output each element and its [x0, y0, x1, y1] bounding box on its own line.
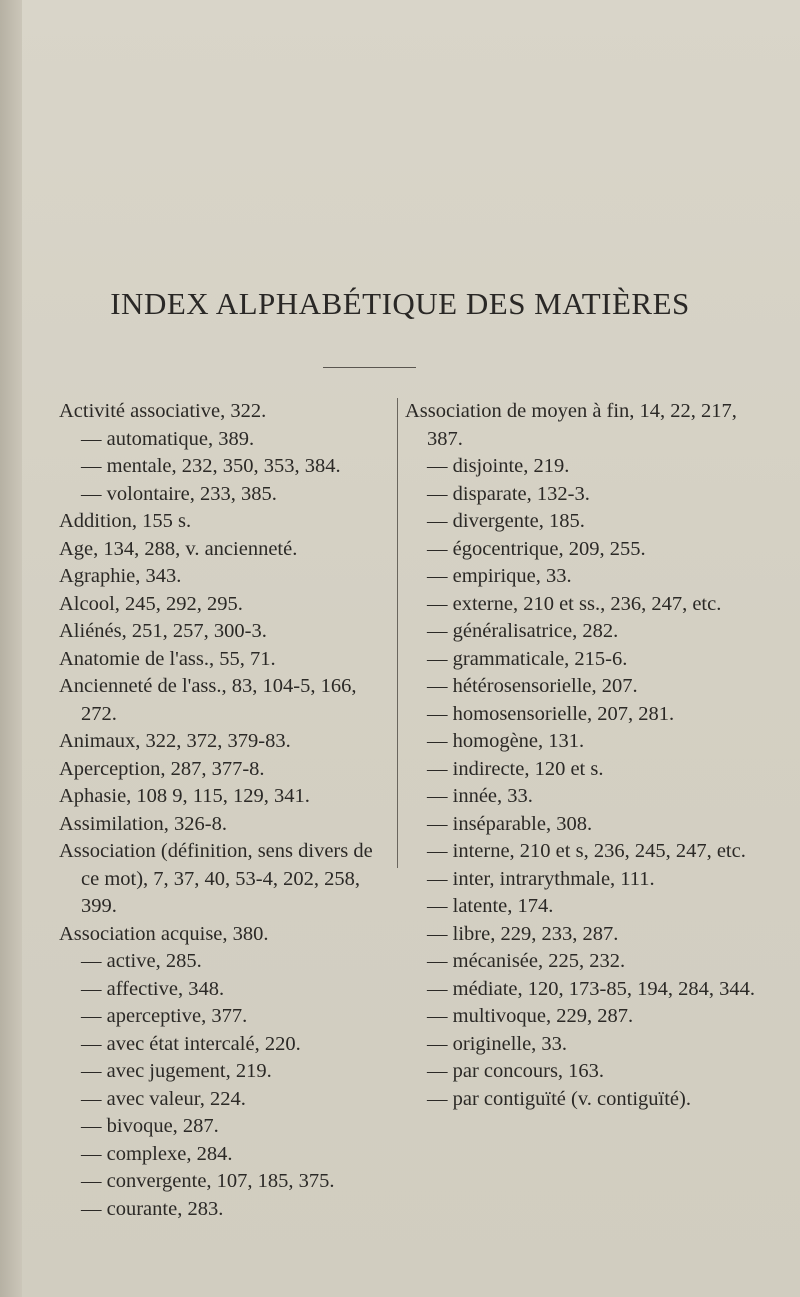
index-subentry: — mentale, 232, 350, 353, 384.: [81, 455, 341, 477]
index-subentry: — par contiguïté (v. contiguïté).: [427, 1087, 691, 1110]
index-subentry: — latente, 174.: [427, 895, 554, 917]
index-entry: Age, 134, 288, v. ancienneté.: [59, 537, 298, 560]
index-subentry: — automatique, 389.: [81, 427, 255, 450]
index-entry: Assimilation, 326-8.: [59, 812, 227, 835]
index-subentry: — homosensorielle, 207, 281.: [427, 702, 675, 725]
column-divider: [397, 398, 398, 868]
index-subentry: — inséparable, 308.: [427, 812, 593, 835]
index-subentry: — complexe, 284.: [81, 1142, 233, 1165]
index-subentry: — externe, 210 et ss., 236, 247, etc.: [427, 592, 722, 615]
index-subentry: — disparate, 132-3.: [427, 482, 590, 505]
index-subentry: — inter, intrarythmale, 111.: [427, 867, 655, 890]
index-entry: Aliénés, 251, 257, 300-3.: [59, 620, 267, 642]
index-subentry: — avec valeur, 224.: [81, 1087, 246, 1110]
right-column: [405, 398, 755, 1113]
index-subentry: — égocentrique, 209, 255.: [427, 537, 646, 560]
index-title: INDEX ALPHABÉTIQUE DES MATIÈRES: [110, 286, 690, 321]
page-spine-shadow: [0, 0, 22, 1297]
index-subentry: — interne, 210 et s, 236, 245, 247, etc.: [427, 840, 746, 862]
index-entry: Association acquise, 380.: [59, 922, 269, 945]
index-subentry: — convergente, 107, 185, 375.: [81, 1170, 335, 1192]
index-subentry: — aperceptive, 377.: [81, 1005, 248, 1027]
index-subentry: — homogène, 131.: [427, 730, 585, 752]
index-subentry: — active, 285.: [81, 950, 202, 972]
index-subentry: — innée, 33.: [427, 785, 533, 807]
index-subentry: — médiate, 120, 173-85, 194, 284, 344.: [427, 977, 755, 1000]
index-entry: Aperception, 287, 377-8.: [59, 757, 265, 780]
index-subentry: — mécanisée, 225, 232.: [427, 950, 626, 972]
title-rule: [323, 367, 416, 368]
index-entry: Addition, 155 s.: [59, 510, 192, 532]
index-subentry: — multivoque, 229, 287.: [427, 1005, 634, 1027]
index-entry: Activité associative, 322.: [59, 400, 267, 422]
index-subentry: — affective, 348.: [81, 977, 225, 1000]
index-entry: Association (définition, sens divers de ce mot), 7, 37, 40, 53-4, 202, 258, 399.: [59, 840, 373, 917]
index-subentry: — volontaire, 233, 385.: [81, 482, 277, 505]
index-subentry: — avec état intercalé, 220.: [81, 1032, 301, 1055]
index-subentry: — divergente, 185.: [427, 510, 585, 532]
index-entry: Association de moyen à fin, 14, 22, 217, 387.: [405, 400, 737, 450]
index-subentry: — avec jugement, 219.: [81, 1060, 272, 1082]
index-subentry: — généralisatrice, 282.: [427, 620, 619, 642]
index-entry: Anatomie de l'ass., 55, 71.: [59, 647, 276, 670]
index-subentry: — indirecte, 120 et s.: [427, 757, 604, 780]
index-subentry: — bivoque, 287.: [81, 1115, 219, 1137]
index-entry: Animaux, 322, 372, 379-83.: [59, 730, 291, 752]
index-subentry: — par concours, 163.: [427, 1060, 605, 1082]
index-subentry: — grammaticale, 215-6.: [427, 647, 628, 670]
index-subentry: — libre, 229, 233, 287.: [427, 922, 619, 945]
index-entry: Aphasie, 108 9, 115, 129, 341.: [59, 785, 310, 807]
index-subentry: — disjointe, 219.: [427, 455, 570, 477]
index-entry: Agraphie, 343.: [59, 565, 182, 587]
left-column: [59, 398, 389, 1223]
index-entry: Alcool, 245, 292, 295.: [59, 592, 243, 615]
index-subentry: — empirique, 33.: [427, 565, 572, 587]
index-entry: Ancienneté de l'ass., 83, 104-5, 166, 272.: [59, 675, 357, 725]
index-subentry: — courante, 283.: [81, 1197, 224, 1220]
index-subentry: — hétérosensorielle, 207.: [427, 675, 638, 697]
index-subentry: — originelle, 33.: [427, 1032, 568, 1055]
